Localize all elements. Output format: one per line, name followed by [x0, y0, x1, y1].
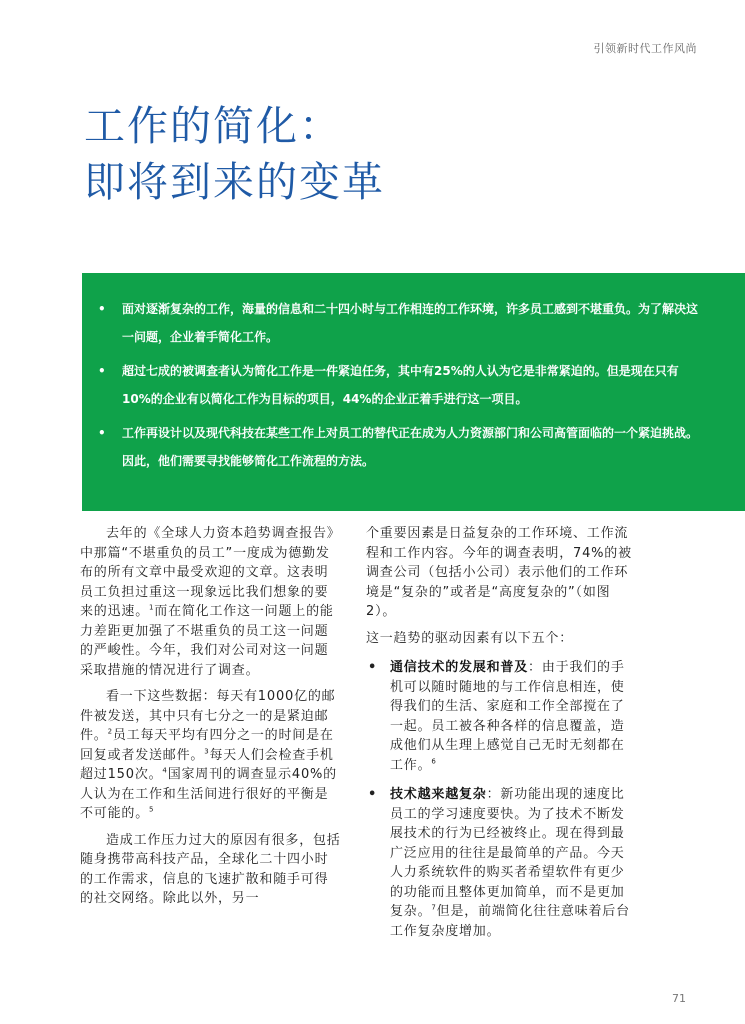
driver-heading: 技术越来越复杂 — [390, 787, 487, 802]
paragraph-text: 员工每天平均有四分之一的时间是在回复或者发送邮件。 — [80, 728, 334, 763]
drivers-list — [366, 658, 634, 941]
paragraph-text: 造成工作压力过大的原因有很多，包括随身携带高科技产品，全球化二十四小时的工作需求，信息的飞速扩散和随手可得的社交网络。除此以外，另一 — [80, 832, 341, 906]
driver-item — [366, 658, 634, 775]
right-column — [366, 524, 634, 951]
footnote-ref[interactable]: 1 — [149, 603, 155, 612]
driver-text: 但是，前端简化往往意味着后台工作复杂度增加。 — [390, 904, 630, 939]
driver-heading: 通信技术的发展和普及 — [390, 660, 529, 675]
page-number: 71 — [672, 992, 686, 1005]
paragraph-text: 个重要因素是日益复杂的工作环境、工作流程和工作内容。今年的调查表明，74%的被调查公司（包括小公司）表示他们的工作环境是“复杂的”或者是“高度复杂的”（如图2）。 — [366, 526, 632, 619]
key-finding-item — [96, 295, 705, 351]
key-finding-text: 工作再设计以及现代科技在某些工作上对员工的替代正在成为人力资源部门和公司高管面临的一个紧迫挑战。因此，他们需要寻找能够简化工作流程的方法。 — [122, 426, 699, 468]
paragraph — [366, 524, 634, 622]
driver-item — [366, 785, 634, 941]
key-finding-item — [96, 419, 705, 475]
footnote-ref[interactable]: 2 — [107, 727, 113, 736]
driver-text: ：新功能出现的速度比员工的学习速度要快。为了技术不断发展技术的行为已经被终止。现在得到最广泛应用的往往是最简单的产品。今天人力系统软件的购买者希望软件有更少的功能而且整体更加简单，而不是更加复杂。 — [390, 787, 625, 919]
bullet-icon: • — [98, 364, 106, 378]
key-findings-box — [82, 273, 745, 511]
drivers-lead: 这一趋势的驱动因素有以下五个： — [366, 630, 574, 646]
paragraph — [80, 831, 342, 909]
paragraph — [80, 524, 342, 680]
key-findings-list — [96, 295, 705, 475]
bullet-icon: • — [368, 787, 378, 802]
running-header: 引领新时代工作风尚 — [593, 42, 697, 55]
key-finding-text: 超过七成的被调查者认为简化工作是一件紧迫任务，其中有25%的人认为它是非常紧迫的。但是现在只有10%的企业有以简化工作为目标的项目，44%的企业正着手进行这一项目。 — [122, 364, 679, 406]
paragraph-text: 每天人们会检查手机超过150次。 — [80, 747, 334, 782]
footnote-ref[interactable]: 4 — [162, 766, 168, 775]
paragraph-text: 看一下这些数据：每天有1000亿的邮件被发送，其中只有七分之一的是紧迫邮件。 — [80, 689, 336, 743]
paragraph-text: 而在简化工作这一问题上的能力差距更加强了不堪重负的员工这一问题的严峻性。今年，我们对公司对这一问题采取措施的情况进行了调查。 — [80, 604, 334, 678]
key-finding-item — [96, 357, 705, 413]
paragraph-text: 国家周刊的调查显示40%的人认为在工作和生活间进行很好的平衡是不可能的。 — [80, 767, 337, 821]
footnote-ref[interactable]: 6 — [431, 757, 437, 766]
bullet-icon: • — [368, 660, 378, 675]
page-title — [84, 98, 385, 210]
key-finding-text: 面对逐渐复杂的工作，海量的信息和二十四小时与工作相连的工作环境，许多员工感到不堪重负。为了解决这一问题，企业着手简化工作。 — [122, 302, 699, 344]
footnote-ref[interactable]: 3 — [204, 747, 210, 756]
bullet-icon: • — [98, 426, 106, 440]
driver-text: ：由于我们的手机可以随时随地的与工作信息相连，使得我们的生活、家庭和工作全部搅在了一起。员工被各种各样的信息覆盖，造成他们从生理上感觉自己无时无刻都在工作。 — [390, 660, 625, 773]
paragraph — [80, 687, 342, 824]
footnote-ref[interactable]: 7 — [431, 903, 437, 912]
left-column — [80, 524, 342, 916]
page-title-line-1: 工作的简化： — [84, 102, 342, 150]
bullet-icon: • — [98, 302, 106, 316]
page-title-line-2: 即将到来的变革 — [84, 158, 385, 206]
footnote-ref[interactable]: 5 — [149, 805, 155, 814]
paragraph-text: 去年的《全球人力资本趋势调查报告》中那篇“不堪重负的员工”一度成为德勤发布的所有文章中最受欢迎的文章。这表明员工负担过重这一现象远比我们想象的要来的迅速。 — [80, 526, 341, 619]
